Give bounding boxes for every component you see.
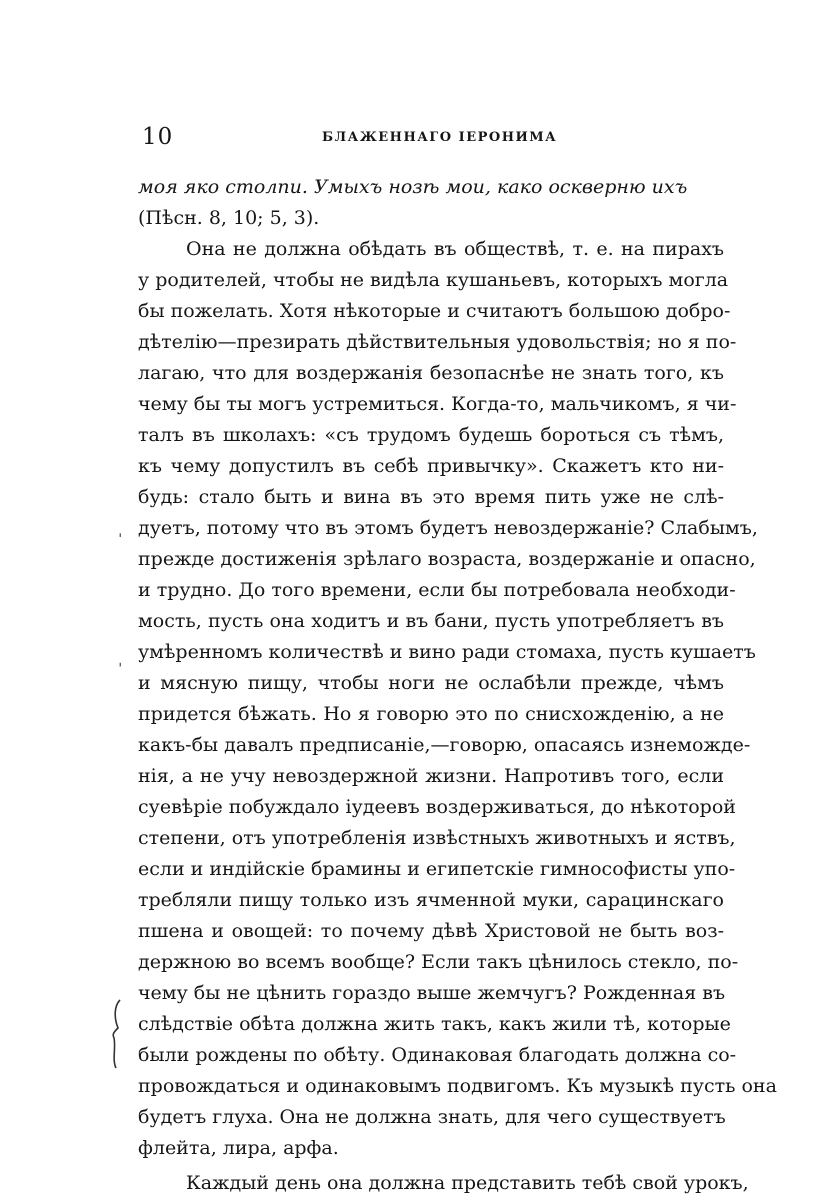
text-line (138, 699, 724, 730)
text-line (138, 420, 724, 451)
line-text: и трудно. До того времени, если бы потребовала необходи- (138, 579, 736, 601)
margin-mark-2: ˈ (118, 660, 123, 679)
line-text: будь: стало быть и вина въ это время пить уже не слѣ- (138, 486, 724, 508)
line-text: пшена и овощей: то почему дѣвѣ Христовой не быть воз- (138, 920, 724, 942)
line-text: держною во всемъ вообще? Если такъ цѣнилось стекло, по- (138, 951, 739, 973)
line-text: будетъ глуха. Она не должна знать, для чего существуетъ (138, 1106, 726, 1128)
text-line (138, 358, 724, 389)
text-line (138, 792, 736, 823)
text-line (138, 1102, 724, 1133)
line-text: были рождены по обѣту. Одинаковая благодать должна со- (138, 1044, 737, 1066)
text-line (138, 885, 724, 916)
italic-quote: моя яко столпи. Умыхъ нозѣ мои, како оскверню ихъ (138, 176, 688, 198)
text-line (138, 1168, 749, 1199)
text-line (138, 606, 724, 637)
text-line (138, 1071, 777, 1102)
text-line (138, 947, 739, 978)
line-text: у родителей, чтобы не видѣла кушаньевъ, которыхъ могла (138, 269, 729, 291)
text-line (138, 978, 724, 1009)
line-text: мость, пусть она ходитъ и въ бани, пусть употребляетъ въ (138, 610, 724, 632)
line-text: чему бы не цѣнить гораздо выше жемчугъ? Рожденная въ (138, 982, 726, 1004)
text-line (138, 637, 756, 668)
text-line (138, 1040, 737, 1071)
text-line (138, 265, 729, 296)
text-line (138, 854, 736, 885)
text-line (138, 1133, 724, 1164)
line-text: флейта, лира, арфа. (138, 1137, 339, 1159)
line-text: если и индійскіе брамины и египетскіе гимнософисты упо- (138, 858, 736, 880)
line-text: (Пѣсн. 8, 10; 5, 3). (138, 207, 320, 229)
text-line (138, 544, 756, 575)
line-text: дѣтелію—презирать дѣйствительныя удовольствія; но я по- (138, 331, 737, 353)
text-line (138, 172, 724, 203)
text-line (138, 234, 724, 265)
line-text: степени, отъ употребленія извѣстныхъ животныхъ и яствъ, (138, 827, 736, 849)
line-text: какъ-бы давалъ предписаніе,—говорю, опасаясь изнеможде- (138, 734, 751, 756)
line-text: слѣдствіе обѣта должна жить такъ, какъ жили тѣ, которые (138, 1013, 731, 1035)
body-text (138, 172, 777, 1199)
line-text: требляли пищу только изъ ячменной муки, сарацинскаго (138, 889, 724, 911)
line-text: бы пожелать. Хотя нѣкоторые и считаютъ большою добро- (138, 300, 731, 322)
text-line (138, 916, 724, 947)
line-text: талъ въ школахъ: «съ трудомъ будешь бороться съ тѣмъ, (138, 424, 724, 446)
line-text: суевѣріе побуждало іудеевъ воздерживаться, до нѣкоторой (138, 796, 736, 818)
text-line (138, 668, 724, 699)
text-line (138, 761, 724, 792)
text-line (138, 823, 736, 854)
line-text: умѣренномъ количествѣ и вино ради стомаха, пусть кушаетъ (138, 641, 756, 663)
text-line (138, 513, 758, 544)
line-text: придется бѣжать. Но я говорю это по снисхожденію, а не (138, 703, 724, 725)
text-line (138, 1009, 731, 1040)
text-line (138, 482, 724, 513)
text-line (138, 451, 724, 482)
text-line (138, 389, 737, 420)
text-line (138, 203, 724, 234)
line-text: лагаю, что для воздержанія безопаснѣе не знать того, къ (138, 362, 724, 384)
page-number: 10 (142, 124, 174, 150)
text-line (138, 575, 736, 606)
margin-brace-mark (110, 998, 124, 1070)
line-text: Она не должна обѣдать въ обществѣ, т. е. на пирахъ (186, 238, 724, 260)
line-text: къ чему допустилъ въ себѣ привычку». Скажетъ кто ни- (138, 455, 724, 477)
text-line (138, 296, 731, 327)
line-text: нія, а не учу невоздержной жизни. Напротивъ того, если (138, 765, 724, 787)
line-text: Каждый день она должна представить тебѣ свой урокъ, (186, 1172, 749, 1194)
running-title: БЛАЖЕННАГО IЕРОНИМА (322, 130, 558, 145)
text-line (138, 327, 737, 358)
line-text: чему бы ты могъ устремиться. Когда-то, мальчикомъ, я чи- (138, 393, 737, 415)
line-text: провождаться и одинаковымъ подвигомъ. Къ музыкѣ пусть она (138, 1075, 777, 1097)
line-text: и мясную пищу, чтобы ноги не ослабѣли прежде, чѣмъ (138, 672, 724, 694)
text-line (138, 730, 751, 761)
margin-mark-1: ˌ (118, 520, 123, 539)
line-text: прежде достиженія зрѣлаго возраста, воздержаніе и опасно, (138, 548, 756, 570)
line-text: дуетъ, потому что въ этомъ будетъ невоздержаніе? Слабымъ, (138, 517, 758, 539)
